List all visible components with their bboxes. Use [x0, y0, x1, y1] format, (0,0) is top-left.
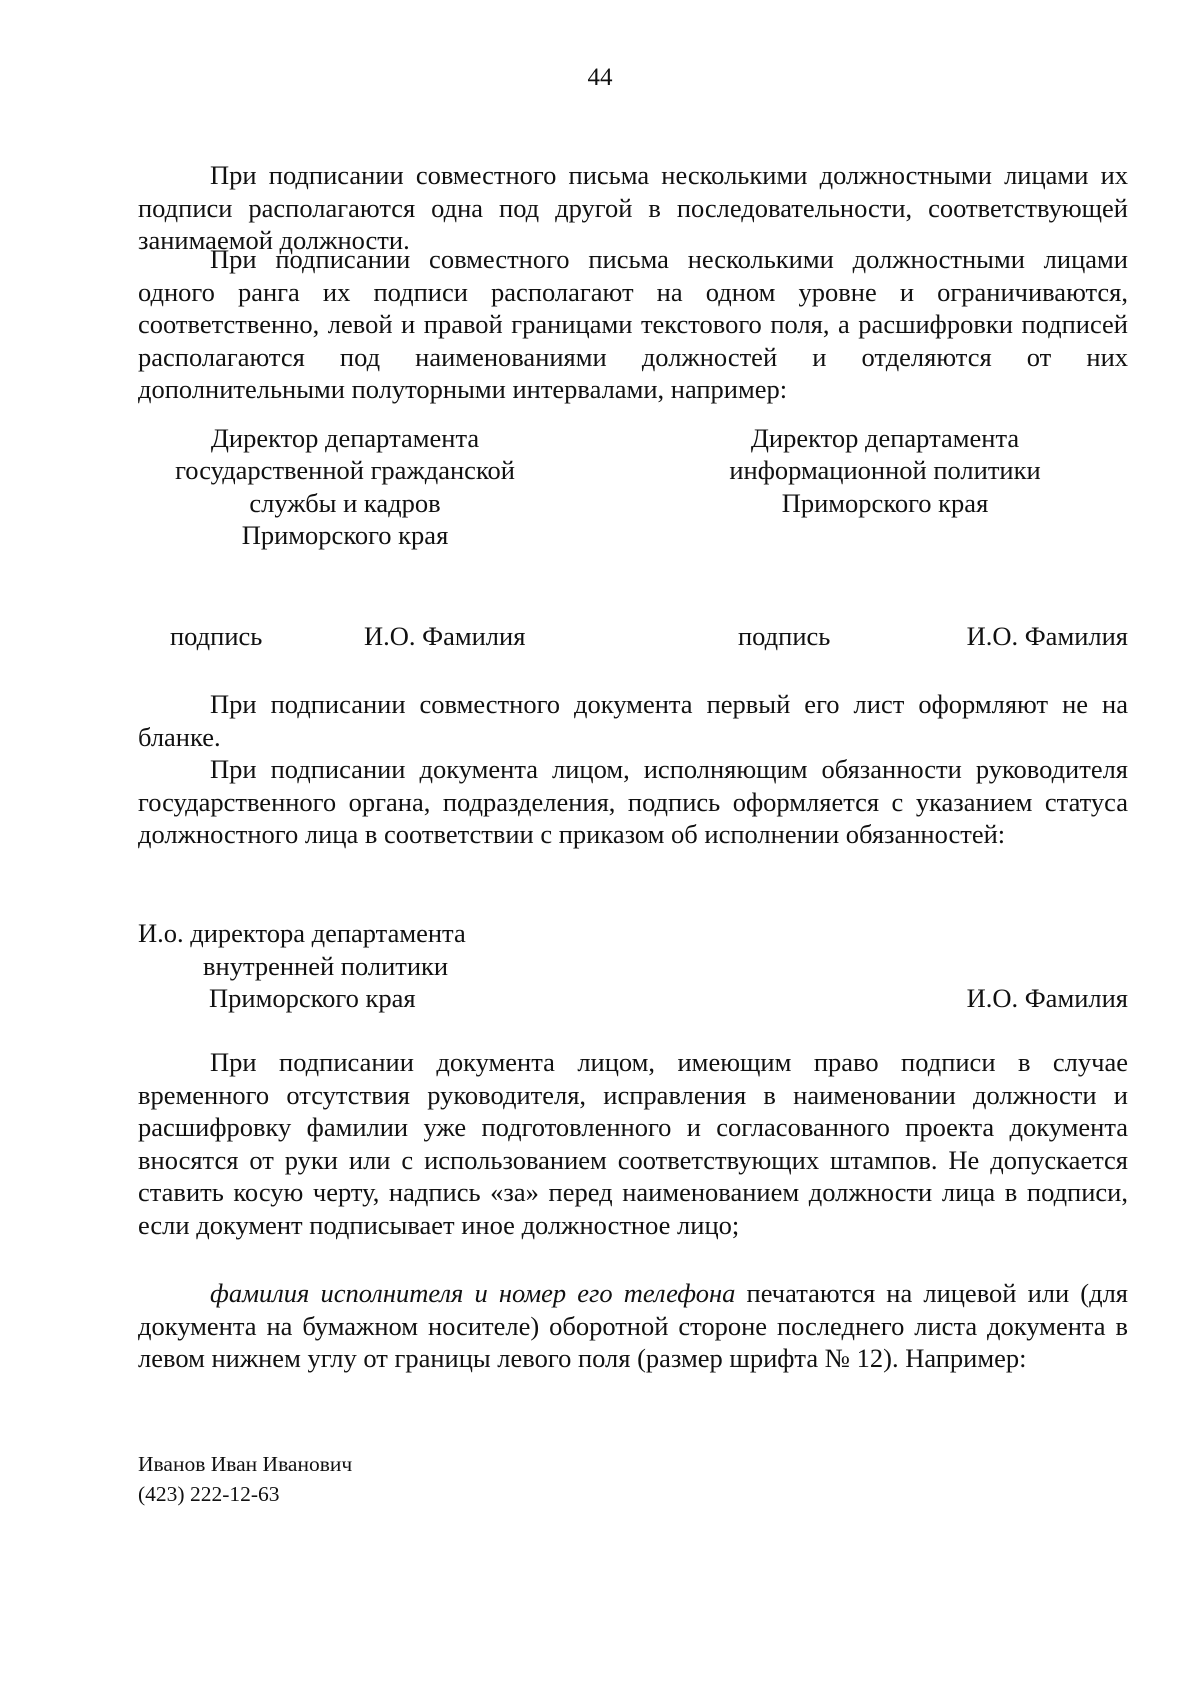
- page-number: 44: [587, 64, 613, 91]
- executor-block: [138, 1449, 352, 1509]
- acting-title-line: внутренней политики: [203, 951, 449, 981]
- acting-title-line: Приморского края: [209, 983, 416, 1013]
- title-line: Директор департамента: [210, 423, 480, 453]
- signature-title-left: [150, 422, 540, 552]
- signature-placeholder-right: подпись: [738, 621, 831, 651]
- signature-title-right: [700, 422, 1070, 519]
- executor-name: Иванов Иван Иванович: [138, 1452, 353, 1476]
- title-line: Приморского края: [241, 520, 449, 551]
- paragraph-acting-head: При подписании документа лицом, исполняющим обязанности руководителя государственного органа, подразделения, подпись оформляется с указанием статуса должностного лица в соответствии с приказом об исполнении обязанностей:: [138, 754, 1128, 850]
- title-line: государственной гражданской: [175, 455, 515, 486]
- paragraph-same-rank-signatures: При подписании совместного письма несколькими должностными лицами одного ранга их подписи располагают на одном уровне и ограничиваются, соответственно, левой и правой границами текстового поля, а расшифровки подписей располагаются под наименованиями должностей и отделяются от них дополнительными полуторными интервалами, например:: [138, 244, 1128, 405]
- acting-signer-name: И.О. Фамилия: [966, 983, 1128, 1013]
- title-line: службы и кадров: [249, 487, 441, 518]
- paragraph-joint-letter-signatures: При подписании совместного письма несколькими должностными лицами их подписи располагаются одна под другой в последовательности, соответствующей занимаемой должности.: [138, 160, 1128, 256]
- title-line: информационной политики: [729, 455, 1041, 486]
- paragraph-temporary-absence: При подписании документа лицом, имеющим право подписи в случае временного отсутствия руководителя, исправления в наименовании должности и расшифровку фамилии уже подготовленного и согласованного проекта документа вносятся от руки или с использованием соответствующих штампов. Не допускается ставить косую черту, надпись «за» перед наименованием должности лица в подписи, если документ подписывает иное должностное лицо;: [138, 1047, 1128, 1240]
- paragraph-executor-info: [138, 1277, 1128, 1375]
- acting-title-line: И.о. директора департамента: [138, 918, 466, 948]
- title-line: Приморского края: [781, 487, 989, 518]
- executor-phrase-italic: фамилия исполнителя и номер его телефона: [210, 1278, 736, 1308]
- signer-name-left: И.О. Фамилия: [364, 621, 526, 651]
- paragraph-first-sheet: При подписании совместного документа первый его лист оформляют не на бланке.: [138, 689, 1128, 752]
- executor-phrase-rest: печатаются на лицевой или (для документа на бумажном носителе) оборотной стороне последнего листа документа в левом нижнем углу от границы левого поля (размер шрифта № 12). Например:: [138, 1278, 1128, 1374]
- signer-name-right: И.О. Фамилия: [966, 621, 1128, 651]
- title-line: Директор департамента: [750, 423, 1020, 453]
- executor-phone: (423) 222-12-63: [138, 1482, 280, 1506]
- signature-placeholder-left: подпись: [170, 621, 263, 651]
